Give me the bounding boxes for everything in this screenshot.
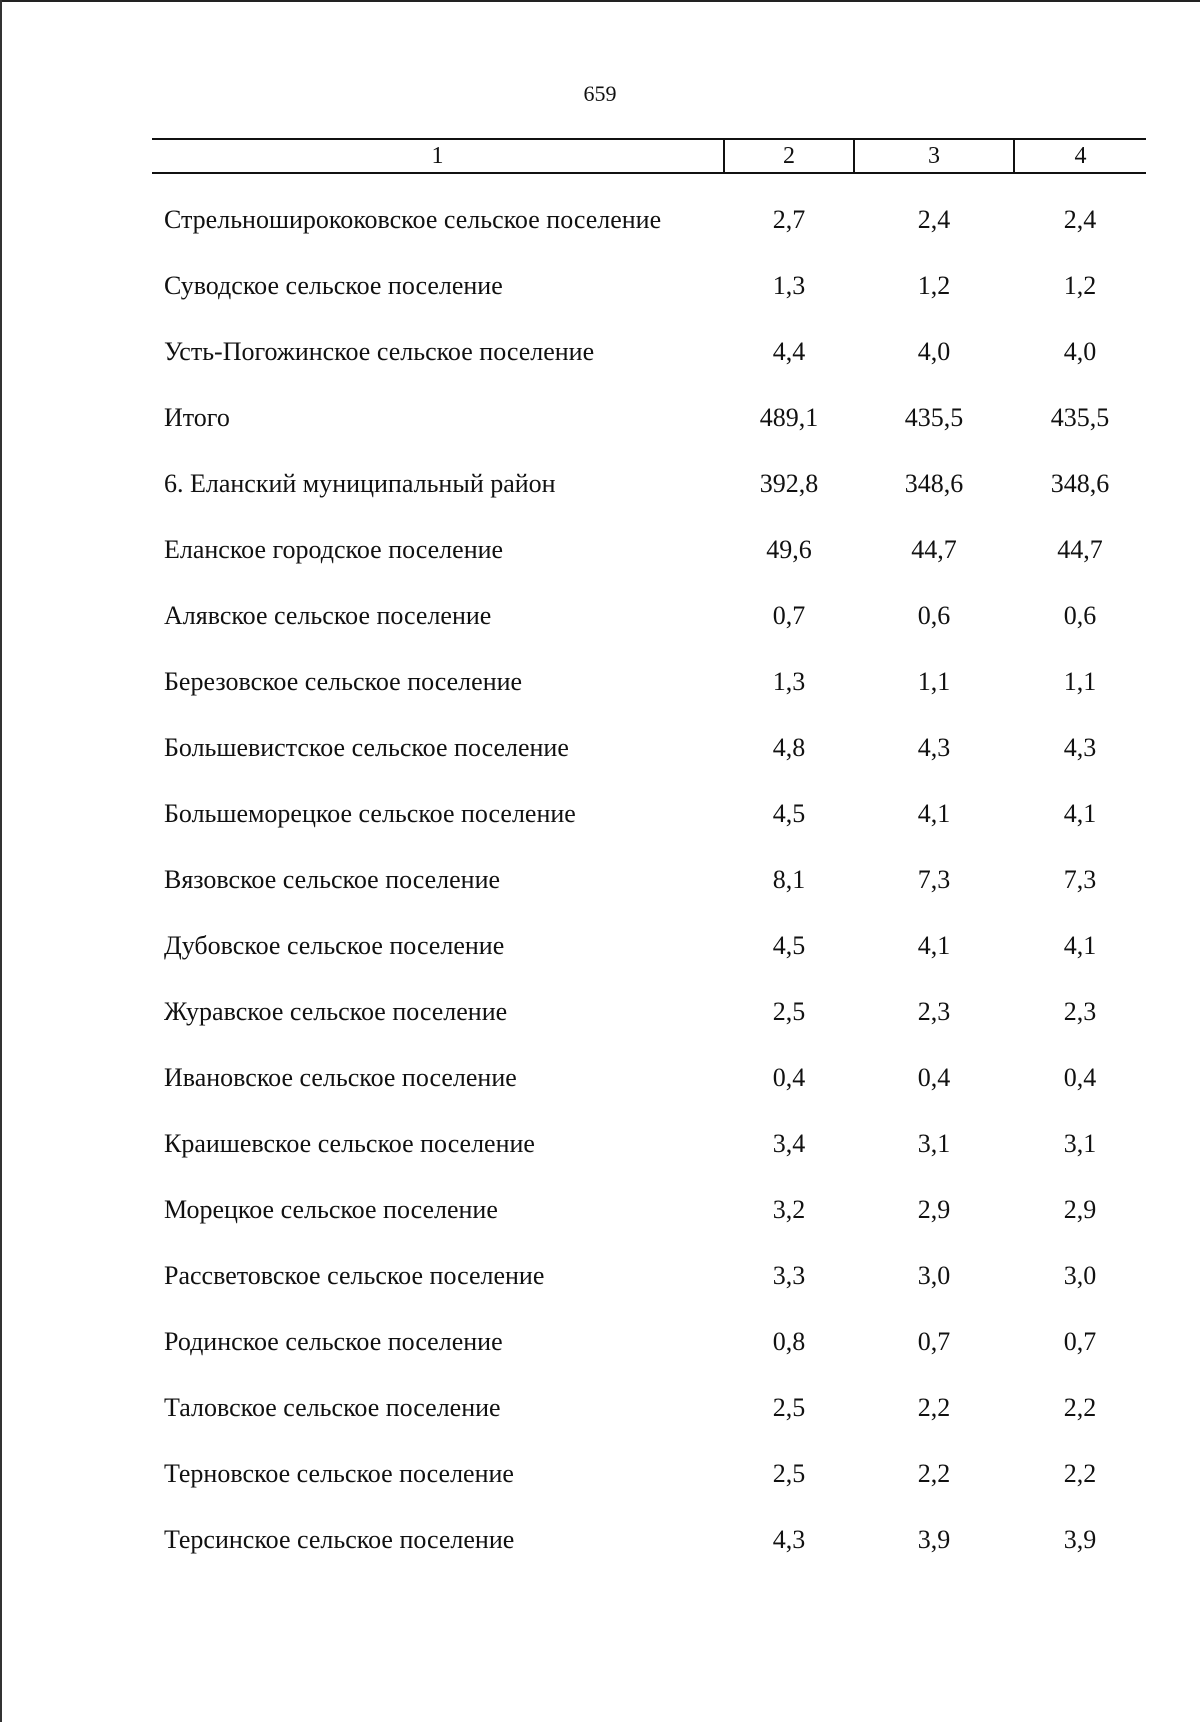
row-label: Журавское сельское поселение: [164, 997, 508, 1026]
row-label: Алявское сельское поселение: [164, 601, 492, 630]
value-col-3: 4,1: [917, 931, 951, 960]
value-col-3: 2,2: [917, 1393, 951, 1422]
row-label: Стрельноширококовское сельское поселение: [164, 205, 662, 234]
value-col-2: 2,5: [772, 1393, 806, 1422]
row-label: Усть-Погожинское сельское поселение: [164, 337, 595, 366]
table-row: [152, 1444, 1146, 1510]
value-col-2: 4,3: [772, 1525, 806, 1554]
scan-border-top: [0, 0, 1200, 2]
value-col-2: 2,7: [772, 205, 806, 234]
value-col-4: 4,1: [1063, 931, 1097, 960]
table-row: [152, 586, 1146, 652]
value-col-4: 2,2: [1063, 1459, 1097, 1488]
header-top-rule: [152, 138, 1146, 140]
value-col-3: 44,7: [911, 535, 957, 564]
value-col-3: 0,6: [917, 601, 951, 630]
value-col-3: 435,5: [904, 403, 964, 432]
value-col-4: 44,7: [1057, 535, 1103, 564]
row-label: Суводское сельское поселение: [164, 271, 503, 300]
value-col-4: 4,1: [1063, 799, 1097, 828]
table-header: [152, 138, 1146, 174]
row-label: Вязовское сельское поселение: [164, 865, 501, 894]
value-col-2: 3,2: [772, 1195, 806, 1224]
value-col-2: 3,4: [772, 1129, 806, 1158]
table-row: [152, 718, 1146, 784]
value-col-4: 2,2: [1063, 1393, 1097, 1422]
value-col-3: 1,1: [917, 667, 951, 696]
value-col-3: 3,9: [917, 1525, 951, 1554]
table-row: [152, 454, 1146, 520]
value-col-2: 0,8: [772, 1327, 806, 1356]
table-row: [152, 1378, 1146, 1444]
table-row: [152, 1246, 1146, 1312]
value-col-3: 2,4: [917, 205, 951, 234]
value-col-2: 1,3: [772, 667, 806, 696]
table-row: [152, 190, 1146, 256]
table-row: [152, 388, 1146, 454]
column-header-3: 3: [928, 143, 940, 169]
table-row: [152, 850, 1146, 916]
value-col-4: 348,6: [1050, 469, 1110, 498]
row-label: Еланское городское поселение: [164, 535, 504, 564]
value-col-2: 4,4: [772, 337, 806, 366]
row-label: Морецкое сельское поселение: [164, 1195, 498, 1224]
value-col-4: 0,4: [1063, 1063, 1097, 1092]
value-col-4: 3,9: [1063, 1525, 1097, 1554]
value-col-3: 4,3: [917, 733, 951, 762]
value-col-2: 8,1: [772, 865, 806, 894]
value-col-4: 0,6: [1063, 601, 1097, 630]
table-row: [152, 520, 1146, 586]
value-col-2: 392,8: [759, 469, 819, 498]
row-label: Терновское сельское поселение: [164, 1459, 514, 1488]
column-header-1: 1: [431, 143, 444, 169]
value-col-3: 2,2: [917, 1459, 951, 1488]
value-col-2: 49,6: [766, 535, 812, 564]
value-col-4: 2,9: [1063, 1195, 1097, 1224]
value-col-4: 1,2: [1063, 271, 1097, 300]
table-row: [152, 1180, 1146, 1246]
row-label: Большеморецкое сельское поселение: [164, 799, 576, 828]
table-row: [152, 1312, 1146, 1378]
value-col-3: 3,0: [917, 1261, 951, 1290]
value-col-3: 4,1: [917, 799, 951, 828]
row-label: Итого: [164, 403, 230, 432]
value-col-2: 3,3: [772, 1261, 806, 1290]
table-row: [152, 1510, 1146, 1576]
value-col-3: 2,9: [917, 1195, 951, 1224]
value-col-3: 1,2: [917, 271, 951, 300]
table-row: [152, 256, 1146, 322]
value-col-4: 2,4: [1063, 205, 1097, 234]
value-col-3: 0,4: [917, 1063, 951, 1092]
table-body: [152, 190, 1146, 1576]
value-col-2: 2,5: [772, 1459, 806, 1488]
value-col-4: 435,5: [1050, 403, 1110, 432]
table-row: [152, 652, 1146, 718]
value-col-2: 1,3: [772, 271, 806, 300]
column-header-4: 4: [1074, 143, 1087, 169]
value-col-4: 4,0: [1063, 337, 1097, 366]
value-col-2: 2,5: [772, 997, 806, 1026]
value-col-4: 1,1: [1063, 667, 1097, 696]
row-label: Рассветовское сельское поселение: [164, 1261, 545, 1290]
value-col-3: 7,3: [917, 865, 951, 894]
table-row: [152, 1048, 1146, 1114]
column-header-2: 2: [783, 143, 795, 169]
value-col-2: 4,5: [772, 931, 806, 960]
value-col-3: 348,6: [904, 469, 964, 498]
row-label: 6. Еланский муниципальный район: [164, 469, 556, 498]
row-label: Большевистское сельское поселение: [164, 733, 569, 762]
table-row: [152, 1114, 1146, 1180]
row-label: Таловское сельское поселение: [164, 1393, 501, 1422]
table-row: [152, 982, 1146, 1048]
value-col-4: 2,3: [1063, 997, 1097, 1026]
table-row: [152, 784, 1146, 850]
table-row: [152, 916, 1146, 982]
row-label: Родинское сельское поселение: [164, 1327, 503, 1356]
value-col-4: 3,1: [1063, 1129, 1097, 1158]
row-label: Березовское сельское поселение: [164, 667, 523, 696]
row-label: Дубовское сельское поселение: [164, 931, 505, 960]
value-col-4: 7,3: [1063, 865, 1097, 894]
header-bottom-rule: [152, 172, 1146, 174]
value-col-3: 3,1: [917, 1129, 951, 1158]
value-col-2: 4,8: [772, 733, 806, 762]
value-col-4: 0,7: [1063, 1327, 1097, 1356]
table-row: [152, 322, 1146, 388]
value-col-2: 489,1: [759, 403, 819, 432]
value-col-3: 4,0: [917, 337, 951, 366]
value-col-3: 0,7: [917, 1327, 951, 1356]
value-col-4: 3,0: [1063, 1261, 1097, 1290]
value-col-2: 0,7: [772, 601, 806, 630]
page-number: 659: [583, 81, 617, 106]
row-label: Краишевское сельское поселение: [164, 1129, 535, 1158]
scan-border-left: [0, 0, 2, 1722]
row-label: Терсинское сельское поселение: [164, 1525, 515, 1554]
value-col-3: 2,3: [917, 997, 951, 1026]
value-col-2: 4,5: [772, 799, 806, 828]
row-label: Ивановское сельское поселение: [164, 1063, 517, 1092]
value-col-4: 4,3: [1063, 733, 1097, 762]
value-col-2: 0,4: [772, 1063, 806, 1092]
